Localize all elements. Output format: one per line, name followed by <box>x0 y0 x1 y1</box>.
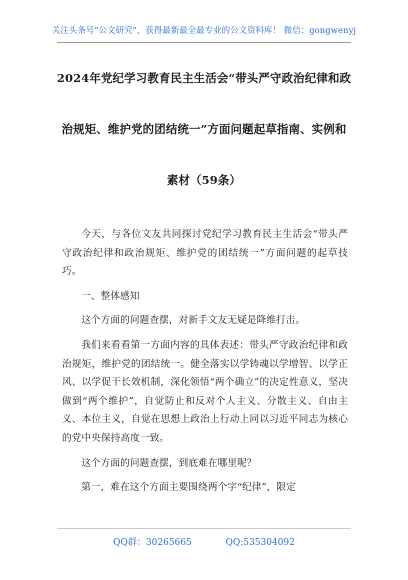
paragraph: 第一，难在这个方面主要围绕两个字“纪律”，限定 <box>81 482 296 494</box>
footer-qq-contact: QQ:535304092 <box>225 538 295 548</box>
footer-note <box>0 535 408 548</box>
header-note: 关注头条号“公文研究”，获得最新最全最专业的公文资料库！ 微信：gongwenyj <box>51 25 357 35</box>
document-title-line-1: 2024年党纪学习教育民主生活会“带头严守政治纪律和政 <box>56 71 352 85</box>
footer-divider <box>57 528 351 529</box>
footer-qq-group: QQ群：30265665 <box>113 538 192 548</box>
body-text <box>62 226 348 504</box>
paragraph: 这个方面的问题查摆，对新手文友无疑是降维打击。 <box>81 315 306 327</box>
section-heading: 一、整体感知 <box>81 290 140 302</box>
paragraph: 我们来看看第一方面内容的具体表述：带头严守政治纪律和政治规矩，维护党的团结统一。健全落实以学铸魂以学增智、以学正风、以学促干长效机制，深化领悟“两个确立”的决定性意义，坚决做到“两个维护”，自觉防止和反对个人主义、分散主义、自由主义、本位主义，自觉在思想上政治上行动上同以习近平同志为核心的党中央保持高度一致。 <box>62 339 348 444</box>
paragraph: 这个方面的问题查摆，到底难在哪里呢？ <box>81 457 257 469</box>
document-title-line-3: 素材（59条） <box>166 173 242 187</box>
document-title-line-2: 治规矩、维护党的团结统一”方面问题起草指南、实例和 <box>61 122 347 136</box>
header-divider <box>57 42 351 43</box>
paragraph-intro: 今天，与各位文友共同探讨党纪学习教育民主生活会“带头严守政治纪律和政治规矩、维护党的团结统一”方面问题的起草技巧。 <box>62 229 348 278</box>
